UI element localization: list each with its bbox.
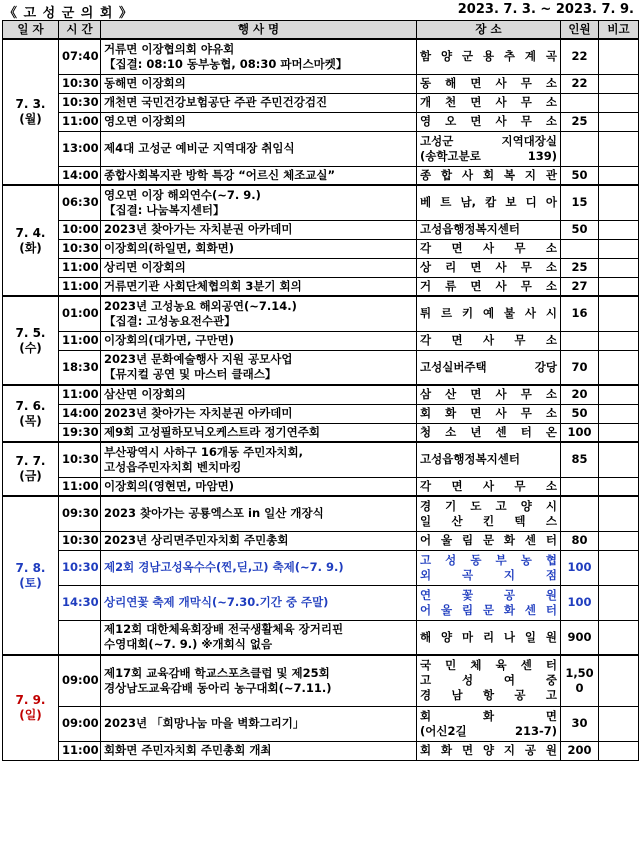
cell-line: 거류면기관 사회단체협의회 3분기 회의 xyxy=(104,278,302,293)
event-cell xyxy=(101,423,417,442)
event-cell xyxy=(101,350,417,385)
schedule-row xyxy=(3,477,639,496)
date-text: 7. 5. xyxy=(15,325,46,340)
note-cell xyxy=(599,706,639,741)
time-cell: 07:40 xyxy=(59,39,101,74)
count-cell: 50 xyxy=(561,166,599,185)
weekday-text: (월) xyxy=(19,112,42,126)
cell-line: 제2회 경남고성옥수수(찐,딛,고) 축제(~7. 9.) xyxy=(104,560,344,574)
cell-line: 【집결: 08:10 동부농협, 08:30 파머스마켓】 xyxy=(104,56,348,71)
schedule-row xyxy=(3,350,639,385)
cell-line: 동 해 면 사 무 소 xyxy=(420,76,557,90)
time-cell: 11:00 xyxy=(59,741,101,760)
schedule-period: 2023. 7. 3. ~ 2023. 7. 9. xyxy=(457,2,634,17)
table-header-row xyxy=(3,21,639,40)
cell-line: 튀 르 키 예 불 사 시 xyxy=(420,306,557,321)
cell-line: 회 화 면 xyxy=(420,708,557,723)
schedule-row xyxy=(3,550,639,585)
note-cell xyxy=(599,442,639,477)
note-cell xyxy=(599,166,639,185)
schedule-row xyxy=(3,220,639,239)
note-cell xyxy=(599,331,639,350)
date-text: 7. 4. xyxy=(15,225,46,240)
event-cell xyxy=(101,385,417,404)
time-cell: 11:00 xyxy=(59,112,101,131)
cell-line: 거류면 이장협의회 야유회 xyxy=(104,41,235,56)
cell-line: 이장회의(영현면, 마암면) xyxy=(104,478,234,493)
cell-line: 회화면 주민자치회 주민총회 개최 xyxy=(104,743,272,757)
cell-line: 이장회의(대가면, 구만면) xyxy=(104,333,234,347)
time-cell: 13:00 xyxy=(59,131,101,166)
cell-line: 제17회 교육감배 학교스포츠클럽 및 제25회 xyxy=(104,665,330,680)
event-cell xyxy=(101,404,417,423)
event-cell xyxy=(101,331,417,350)
note-cell xyxy=(599,655,639,706)
place-cell xyxy=(417,442,561,477)
cell-line: 2023년 고성농요 해외공연(~7.14.) xyxy=(104,298,297,313)
event-cell xyxy=(101,39,417,74)
event-cell xyxy=(101,550,417,585)
cell-line: 삼 산 면 사 무 소 xyxy=(420,387,557,402)
count-cell: 25 xyxy=(561,112,599,131)
note-cell xyxy=(599,277,639,296)
place-cell xyxy=(417,39,561,74)
note-cell xyxy=(599,93,639,112)
cell-line: 2023년 찾아가는 자치분권 아카데미 xyxy=(104,222,293,236)
event-cell xyxy=(101,239,417,258)
date-cell xyxy=(3,185,59,296)
event-cell xyxy=(101,220,417,239)
time-cell xyxy=(59,620,101,655)
cell-line: 영오면 이장회의 xyxy=(104,114,186,128)
cell-line: 고성실버주택 강당 xyxy=(420,359,557,374)
column-header-place: 장 소 xyxy=(417,21,561,40)
event-cell xyxy=(101,496,417,531)
count-cell: 100 xyxy=(561,423,599,442)
schedule-row xyxy=(3,620,639,655)
event-cell xyxy=(101,741,417,760)
count-cell: 50 xyxy=(561,220,599,239)
event-cell xyxy=(101,477,417,496)
note-cell xyxy=(599,350,639,385)
cell-line: 2023년 문화예술행사 지원 공모사업 xyxy=(104,352,293,367)
count-cell: 30 xyxy=(561,706,599,741)
event-cell xyxy=(101,585,417,620)
event-cell xyxy=(101,185,417,220)
schedule-row xyxy=(3,112,639,131)
time-cell: 10:30 xyxy=(59,74,101,93)
cell-line: 부산광역시 사하구 16개동 주민자치회, xyxy=(104,444,304,459)
event-cell xyxy=(101,166,417,185)
note-cell xyxy=(599,74,639,93)
cell-line: 경 기 도 고 양 시 xyxy=(420,498,557,513)
note-cell xyxy=(599,423,639,442)
page-header xyxy=(0,0,640,20)
day-group xyxy=(3,185,639,296)
count-cell xyxy=(561,331,599,350)
date-text: 7. 9. xyxy=(15,692,46,707)
cell-line: 경 남 항 공 고 xyxy=(420,688,557,703)
date-text: 7. 8. xyxy=(15,560,46,575)
cell-line: 경상남도교육감배 동아리 농구대회(~7.11.) xyxy=(104,680,332,695)
note-cell xyxy=(599,585,639,620)
time-cell: 01:00 xyxy=(59,296,101,331)
cell-line: 어 울 림 문 화 센 터 xyxy=(420,533,557,547)
date-cell xyxy=(3,655,59,760)
cell-line: 고 성 여 중 xyxy=(420,673,557,688)
schedule-row xyxy=(3,296,639,331)
cell-line: 【뮤지컬 공연 및 마스터 클래스】 xyxy=(104,367,277,382)
place-cell xyxy=(417,131,561,166)
place-cell xyxy=(417,239,561,258)
time-cell: 10:30 xyxy=(59,93,101,112)
event-cell xyxy=(101,93,417,112)
count-cell: 27 xyxy=(561,277,599,296)
place-cell xyxy=(417,404,561,423)
weekday-text: (화) xyxy=(19,240,42,255)
time-cell: 14:00 xyxy=(59,404,101,423)
place-cell xyxy=(417,496,561,531)
place-cell xyxy=(417,741,561,760)
schedule-row xyxy=(3,404,639,423)
time-cell: 11:00 xyxy=(59,477,101,496)
note-cell xyxy=(599,39,639,74)
cell-line: 고성군 지역대장실 xyxy=(420,133,557,148)
event-cell xyxy=(101,655,417,706)
note-cell xyxy=(599,131,639,166)
column-header-date: 일 자 xyxy=(3,21,59,40)
note-cell xyxy=(599,550,639,585)
cell-line: 2023년 「희망나눔 마을 벽화그리기」 xyxy=(104,716,305,730)
cell-line: 어 울 림 문 화 센 터 xyxy=(420,602,557,617)
event-cell xyxy=(101,620,417,655)
schedule-row xyxy=(3,39,639,74)
day-group xyxy=(3,385,639,442)
date-text: 7. 7. xyxy=(15,454,46,468)
place-cell xyxy=(417,531,561,550)
note-cell xyxy=(599,258,639,277)
day-group xyxy=(3,39,639,185)
cell-line: 2023년 찾아가는 자치분권 아카데미 xyxy=(104,406,293,420)
cell-line: 개천면 국민건강보험공단 주관 주민건강검진 xyxy=(104,95,328,109)
cell-line: 일 산 킨 텍 스 xyxy=(420,513,557,528)
weekday-text: (일) xyxy=(19,707,42,722)
count-cell xyxy=(561,655,599,706)
note-cell xyxy=(599,220,639,239)
organization-title: 《 고 성 군 의 회 》 xyxy=(4,6,133,21)
time-cell: 18:30 xyxy=(59,350,101,385)
weekday-text: (금) xyxy=(19,469,42,483)
cell-line: 고성읍행정복지센터 xyxy=(420,222,520,236)
count-cell: 25 xyxy=(561,258,599,277)
schedule-row xyxy=(3,423,639,442)
schedule-row xyxy=(3,385,639,404)
time-cell: 10:30 xyxy=(59,442,101,477)
count-cell xyxy=(561,496,599,531)
cell-line: 상 리 면 사 무 소 xyxy=(420,260,557,274)
note-cell xyxy=(599,296,639,331)
time-cell: 11:00 xyxy=(59,258,101,277)
cell-line: 제9회 고성필하모닉오케스트라 정기연주회 xyxy=(104,424,320,439)
time-cell: 10:30 xyxy=(59,550,101,585)
event-cell xyxy=(101,531,417,550)
count-cell: 22 xyxy=(561,74,599,93)
schedule-row xyxy=(3,531,639,550)
schedule-row xyxy=(3,258,639,277)
time-cell: 14:00 xyxy=(59,166,101,185)
schedule-row xyxy=(3,166,639,185)
schedule-row xyxy=(3,655,639,706)
date-text: 7. 3. xyxy=(15,97,46,111)
cell-line: 2023 찾아가는 공룡엑스포 in 일산 개장식 xyxy=(104,506,324,521)
count-cell: 100 xyxy=(561,585,599,620)
time-cell: 10:30 xyxy=(59,531,101,550)
place-cell xyxy=(417,706,561,741)
place-cell xyxy=(417,93,561,112)
note-cell xyxy=(599,239,639,258)
cell-line: 고성읍행정복지센터 xyxy=(420,452,520,467)
place-cell xyxy=(417,258,561,277)
time-cell: 11:00 xyxy=(59,277,101,296)
place-cell xyxy=(417,550,561,585)
event-cell xyxy=(101,258,417,277)
day-group xyxy=(3,655,639,760)
place-cell xyxy=(417,331,561,350)
time-cell: 11:00 xyxy=(59,385,101,404)
cell-line: 상리연꽃 축제 개막식(~7.30.기간 중 주말) xyxy=(104,595,329,609)
cell-line: 회 화 면 사 무 소 xyxy=(420,406,557,420)
cell-line: 각 면 사 무 소 xyxy=(420,478,557,493)
count-cell: 16 xyxy=(561,296,599,331)
schedule-row xyxy=(3,496,639,531)
note-cell xyxy=(599,531,639,550)
time-cell: 11:00 xyxy=(59,331,101,350)
event-cell xyxy=(101,706,417,741)
cell-line: 【집결: 나눔복지센터】 xyxy=(104,202,225,217)
cell-line: 제12회 대한체육회장배 전국생활체육 장거리핀 xyxy=(104,622,344,637)
cell-line: 베 트 남, 캄 보 디 아 xyxy=(420,195,557,210)
count-cell: 100 xyxy=(561,550,599,585)
date-cell xyxy=(3,296,59,385)
column-header-time: 시 간 xyxy=(59,21,101,40)
note-cell xyxy=(599,185,639,220)
place-cell xyxy=(417,350,561,385)
event-cell xyxy=(101,277,417,296)
schedule-row xyxy=(3,185,639,220)
count-cell xyxy=(561,131,599,166)
schedule-row xyxy=(3,93,639,112)
column-header-event: 행 사 명 xyxy=(101,21,417,40)
place-cell xyxy=(417,166,561,185)
note-cell xyxy=(599,385,639,404)
time-cell: 14:30 xyxy=(59,585,101,620)
cell-line: 개 천 면 사 무 소 xyxy=(420,95,557,109)
place-cell xyxy=(417,385,561,404)
count-cell: 15 xyxy=(561,185,599,220)
cell-line: 함 양 군 용 추 계 곡 xyxy=(420,49,557,64)
event-cell xyxy=(101,442,417,477)
note-cell xyxy=(599,112,639,131)
count-cell: 85 xyxy=(561,442,599,477)
cell-line: 상리면 이장회의 xyxy=(104,260,186,274)
cell-line: (송학고분로 139) xyxy=(420,148,557,163)
note-cell xyxy=(599,477,639,496)
cell-line: 해 양 마 리 나 일 원 xyxy=(420,629,557,644)
cell-line: 종합사회복지관 방학 특강 “어르신 체조교실” xyxy=(104,167,336,182)
event-cell xyxy=(101,74,417,93)
cell-line: 2023년 상리면주민자치회 주민총회 xyxy=(104,533,289,547)
cell-line: 이장회의(하일면, 회화면) xyxy=(104,241,234,255)
event-cell xyxy=(101,131,417,166)
place-cell xyxy=(417,277,561,296)
count-cell: 80 xyxy=(561,531,599,550)
time-cell: 10:00 xyxy=(59,220,101,239)
count-cell: 50 xyxy=(561,404,599,423)
count-cell: 900 xyxy=(561,620,599,655)
count-cell: 20 xyxy=(561,385,599,404)
cell-line: 고성읍주민자치회 벤치마킹 xyxy=(104,459,242,474)
date-cell xyxy=(3,496,59,655)
count-cell: 22 xyxy=(561,39,599,74)
count-cell: 70 xyxy=(561,350,599,385)
place-cell xyxy=(417,220,561,239)
weekday-text: (수) xyxy=(19,340,42,355)
day-group xyxy=(3,442,639,496)
place-cell xyxy=(417,585,561,620)
note-cell xyxy=(599,741,639,760)
cell-line: 고 성 동 부 농 협 xyxy=(420,552,557,567)
cell-line: 영 오 면 사 무 소 xyxy=(420,114,557,128)
place-cell xyxy=(417,477,561,496)
schedule-row xyxy=(3,706,639,741)
cell-line: 동해면 이장회의 xyxy=(104,76,186,90)
time-cell: 09:00 xyxy=(59,706,101,741)
cell-line: 청 소 년 센 터 온 xyxy=(420,424,557,439)
schedule-row xyxy=(3,277,639,296)
cell-line: 종 합 사 회 복 지 관 xyxy=(420,167,557,182)
time-cell: 09:00 xyxy=(59,655,101,706)
place-cell xyxy=(417,112,561,131)
day-group xyxy=(3,496,639,655)
cell-line: 삼산면 이장회의 xyxy=(104,387,186,402)
schedule-row xyxy=(3,239,639,258)
schedule-table xyxy=(2,20,639,761)
place-cell xyxy=(417,185,561,220)
date-cell xyxy=(3,385,59,442)
schedule-row xyxy=(3,74,639,93)
schedule-row xyxy=(3,585,639,620)
weekday-text: (목) xyxy=(19,413,42,428)
count-cell xyxy=(561,239,599,258)
event-cell xyxy=(101,112,417,131)
date-text: 7. 6. xyxy=(15,398,46,413)
date-cell xyxy=(3,39,59,185)
schedule-row xyxy=(3,131,639,166)
count-line: 1,50 xyxy=(565,665,594,680)
date-cell xyxy=(3,442,59,496)
time-cell: 10:30 xyxy=(59,239,101,258)
count-cell xyxy=(561,93,599,112)
cell-line: 각 면 사 무 소 xyxy=(420,241,557,255)
event-cell xyxy=(101,296,417,331)
cell-line: (어신2길 213-7) xyxy=(420,723,557,738)
count-cell xyxy=(561,477,599,496)
place-cell xyxy=(417,296,561,331)
note-cell xyxy=(599,496,639,531)
place-cell xyxy=(417,620,561,655)
column-header-count: 인원 xyxy=(561,21,599,40)
cell-line: 영오면 이장 해외연수(~7. 9.) xyxy=(104,187,261,202)
cell-line: 연 꽃 공 원 xyxy=(420,587,557,602)
cell-line: 【집결: 고성농요전수관】 xyxy=(104,313,236,328)
note-cell xyxy=(599,620,639,655)
time-cell: 06:30 xyxy=(59,185,101,220)
count-line: 0 xyxy=(575,680,584,695)
time-cell: 09:30 xyxy=(59,496,101,531)
place-cell xyxy=(417,423,561,442)
cell-line: 국 민 체 육 센 터 xyxy=(420,658,557,673)
note-cell xyxy=(599,404,639,423)
cell-line: 거 류 면 사 무 소 xyxy=(420,278,557,293)
cell-line: 회 화 면 양 지 공 원 xyxy=(420,743,557,757)
time-cell: 19:30 xyxy=(59,423,101,442)
place-cell xyxy=(417,655,561,706)
schedule-row xyxy=(3,442,639,477)
cell-line: 각 면 사 무 소 xyxy=(420,333,557,347)
count-cell: 200 xyxy=(561,741,599,760)
cell-line: 제4대 고성군 예비군 지역대장 취임식 xyxy=(104,141,295,155)
schedule-row xyxy=(3,331,639,350)
day-group xyxy=(3,296,639,385)
cell-line: 외 곡 지 점 xyxy=(420,567,557,582)
weekday-text: (토) xyxy=(19,575,42,590)
cell-line: 수영대회(~7. 9.) ※개회식 없음 xyxy=(104,637,273,652)
schedule-row xyxy=(3,741,639,760)
place-cell xyxy=(417,74,561,93)
column-header-note: 비고 xyxy=(599,21,639,40)
